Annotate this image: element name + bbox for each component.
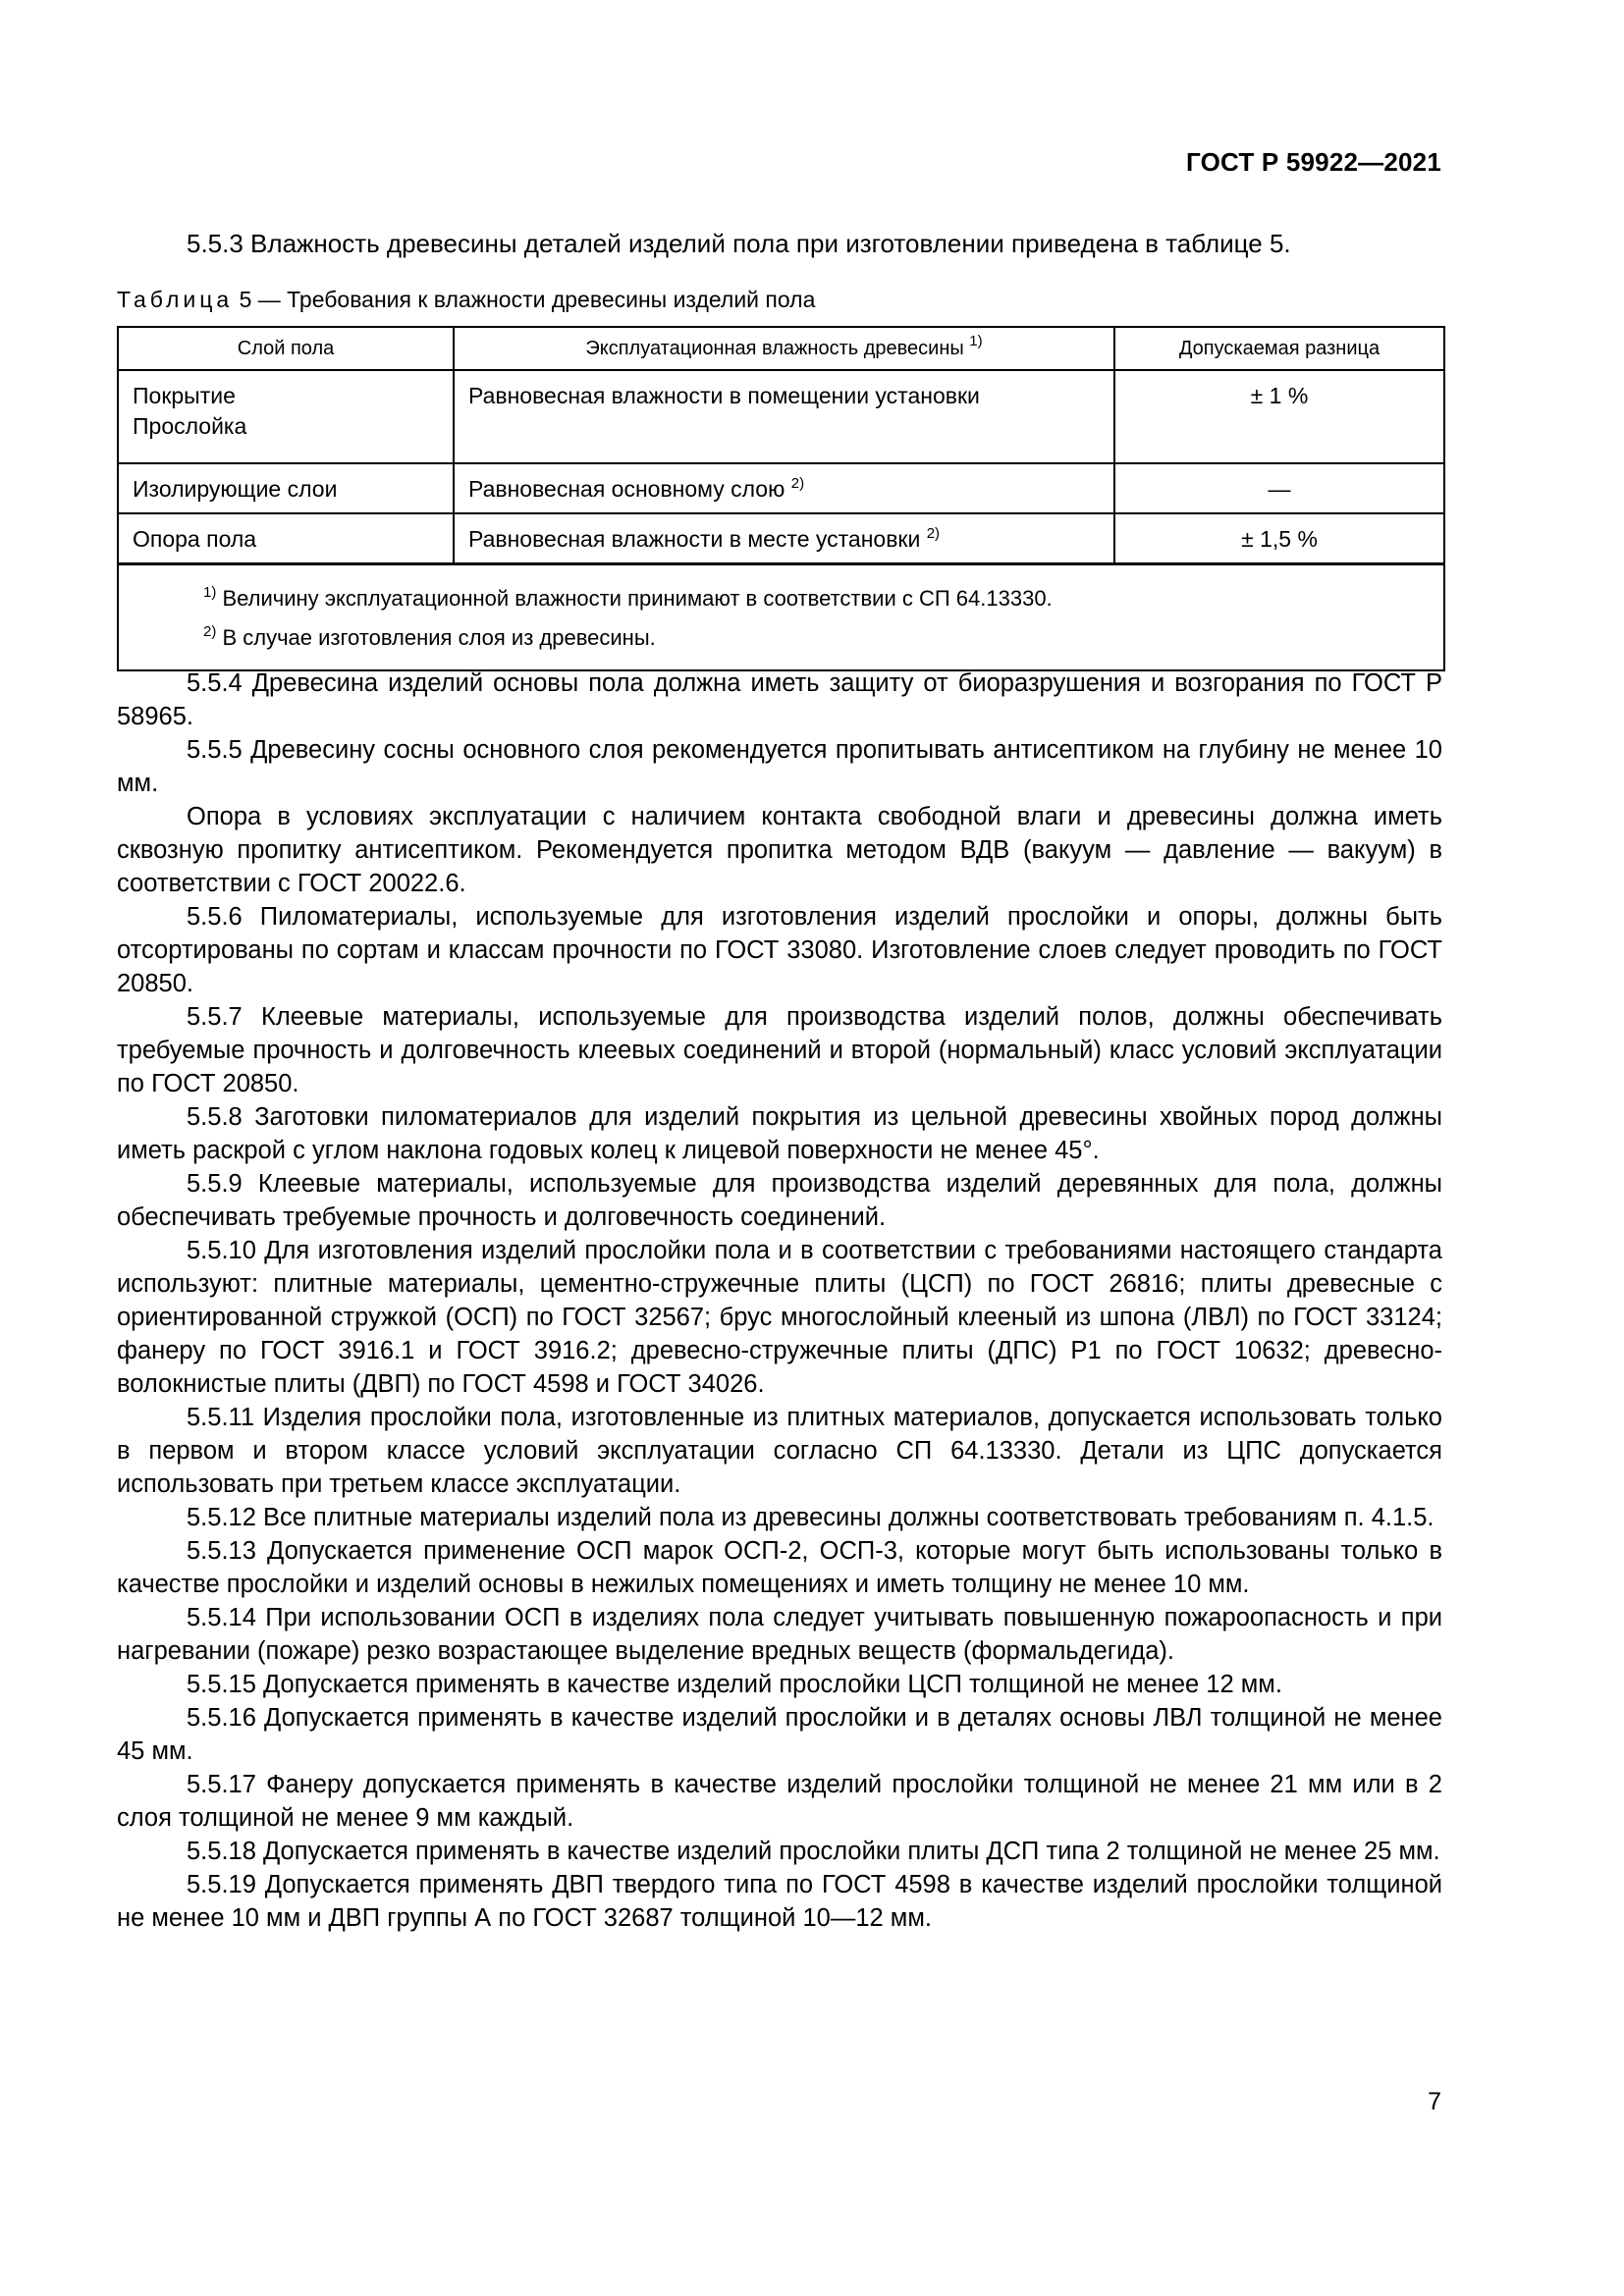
table-footnotes-row xyxy=(118,564,1444,671)
cell-floor-layer: Покрытие Прослойка xyxy=(118,370,454,463)
paragraph-5-5-17: 5.5.17 Фанеру допускается применять в качестве изделий прослойки толщиной не менее 21 мм или в 2 слоя толщиной не менее 9 мм каждый. xyxy=(117,1771,1442,1832)
document-code: ГОСТ Р 59922—2021 xyxy=(1186,147,1441,177)
cell-moisture: Равновесная влажности в месте установки $^{2)}$ xyxy=(454,513,1114,564)
table-row xyxy=(118,463,1444,513)
paragraph-5-5-16: 5.5.16 Допускается применять в качестве изделий прослойки и в деталях основы ЛВЛ толщиной не менее 45 мм. xyxy=(117,1704,1442,1765)
body-text xyxy=(117,667,1442,1935)
paragraph-5-5-11: 5.5.11 Изделия прослойки пола, изготовленные из плитных материалов, допускается использовать только в первом и втором классе условий эксплуатации согласно СП 64.13330. Детали из ЦПС допускается использовать при третьем классе эксплуатации. xyxy=(117,1404,1442,1498)
table-caption-label: Таблица xyxy=(117,287,234,312)
header-operational-moisture: Эксплуатационная влажность древесины $^{1)}$ xyxy=(454,327,1114,370)
cell-moisture: Равновесная основному слою $^{2)}$ xyxy=(454,463,1114,513)
header-floor-layer: Слой пола xyxy=(118,327,454,370)
table-row xyxy=(118,370,1444,463)
paragraph-5-5-13: 5.5.13 Допускается применение ОСП марок ОСП-2, ОСП-3, которые могут быть использованы только в качестве прослойки и изделий основы в нежилых помещениях и иметь толщину не менее 10 мм. xyxy=(117,1537,1442,1598)
paragraph-5-5-5: 5.5.5 Древесину сосны основного слоя рекомендуется пропитывать антисептиком на глубину не менее 10 мм. xyxy=(117,736,1442,797)
paragraph-5-5-7: 5.5.7 Клеевые материалы, используемые для производства изделий полов, должны обеспечивать требуемые прочность и долговечность клеевых соединений и второй (нормальный) класс условий эксплуатации по ГОСТ 20850. xyxy=(117,1003,1442,1097)
paragraph-5-5-12: 5.5.12 Все плитные материалы изделий пола из древесины должны соответствовать требованиям п. 4.1.5. xyxy=(187,1504,1435,1531)
paragraph-support-impregnation: Опора в условиях эксплуатации с наличием контакта свободной влаги и древесины должна иметь сквозную пропитку антисептиком. Рекомендуется пропитка методом ВДВ (вакуум — давление — вакуум) в соответствии с ГОСТ 20022.6. xyxy=(117,803,1442,897)
cell-tolerance: — xyxy=(1114,463,1444,513)
table-footnotes xyxy=(118,564,1444,671)
paragraph-5-5-9: 5.5.9 Клеевые материалы, используемые для производства изделий деревянных для пола, должны обеспечивать требуемые прочность и долговечность соединений. xyxy=(117,1170,1442,1231)
cell-moisture: Равновесная влажности в помещении установки xyxy=(454,370,1114,463)
footnote-ref-2: 2) xyxy=(926,525,941,542)
paragraph-5-5-10: 5.5.10 Для изготовления изделий прослойки пола и в соответствии с требованиями настоящего стандарта используют: плитные материалы, цементно-стружечные плиты (ЦСП) по ГОСТ 26816; плиты древесные с ориентированной стружкой (ОСП) по ГОСТ 32567; брус многослойный клееный из шпона (ЛВЛ) по ГОСТ 33124; фанеру по ГОСТ 3916.1 и ГОСТ 3916.2; древесно-стружечные плиты (ДПС) Р1 по ГОСТ 10632; древесно-волокнистые плиты (ДВП) по ГОСТ 4598 и ГОСТ 34026. xyxy=(117,1237,1442,1398)
paragraph-5-5-19: 5.5.19 Допускается применять ДВП твердого типа по ГОСТ 4598 в качестве изделий прослойки толщиной не менее 10 мм и ДВП группы А по ГОСТ 32687 толщиной 10—12 мм. xyxy=(117,1871,1442,1932)
paragraph-5-5-15: 5.5.15 Допускается применять в качестве изделий прослойки ЦСП толщиной не менее 12 мм. xyxy=(187,1671,1282,1698)
cell-floor-layer: Изолирующие слои xyxy=(118,463,454,513)
header-allowed-difference: Допускаемая разница xyxy=(1114,327,1444,370)
table-header-row xyxy=(118,327,1444,370)
table-row xyxy=(118,513,1444,564)
footnote-1: $^{1)}$ Величину эксплуатационной влажности принимают в соответствии с СП 64.13330. xyxy=(203,584,1053,611)
cell-floor-layer: Опора пола xyxy=(118,513,454,564)
cell-tolerance: ± 1 % xyxy=(1114,370,1444,463)
footnote-2: $^{2)}$ В случае изготовления слоя из древесины. xyxy=(203,623,656,650)
footnote-ref-2: 2) xyxy=(790,475,805,492)
table-caption xyxy=(117,285,815,314)
paragraph-5-5-18: 5.5.18 Допускается применять в качестве изделий прослойки плиты ДСП типа 2 толщиной не менее 25 мм. xyxy=(187,1838,1440,1865)
moisture-requirements-table xyxy=(117,326,1445,671)
footnote-ref-1: 1) xyxy=(969,332,983,349)
intro-paragraph: 5.5.3 Влажность древесины деталей изделий пола при изготовлении приведена в таблице 5. xyxy=(187,229,1291,258)
paragraph-5-5-6: 5.5.6 Пиломатериалы, используемые для изготовления изделий прослойки и опоры, должны быть отсортированы по сортам и классам прочности по ГОСТ 33080. Изготовление слоев следует проводить по ГОСТ 20850. xyxy=(117,903,1442,997)
table-caption-title: 5 — Требования к влажности древесины изделий пола xyxy=(233,287,816,312)
cell-tolerance: ± 1,5 % xyxy=(1114,513,1444,564)
paragraph-5-5-8: 5.5.8 Заготовки пиломатериалов для изделий покрытия из цельной древесины хвойных пород должны иметь раскрой с углом наклона годовых колец к лицевой поверхности не менее 45°. xyxy=(117,1103,1442,1164)
paragraph-5-5-14: 5.5.14 При использовании ОСП в изделиях пола следует учитывать повышенную пожароопасность и при нагревании (пожаре) резко возрастающее выделение вредных веществ (формальдегида). xyxy=(117,1604,1442,1665)
page-number: 7 xyxy=(1428,2088,1441,2115)
paragraph-5-5-4: 5.5.4 Древесина изделий основы пола должна иметь защиту от биоразрушения и возгорания по ГОСТ Р 58965. xyxy=(117,669,1442,730)
